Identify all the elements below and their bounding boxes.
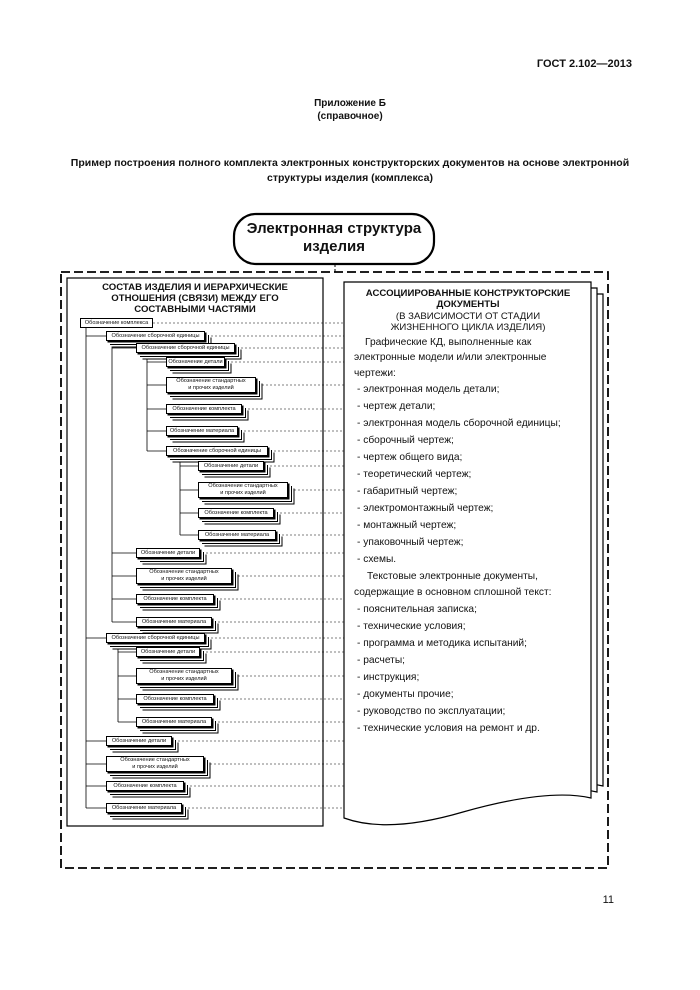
doc-text-line: Графические КД, выполненные как [365, 337, 532, 348]
structure-title-line1: Электронная структура [246, 220, 422, 237]
node-label [208, 483, 277, 496]
tree-node-material [136, 617, 212, 627]
structure-title-line2: изделия [302, 238, 366, 255]
doc-text-line: содержащие в основном сплошной текст: [354, 587, 552, 598]
doc-text-line: чертежи: [354, 368, 396, 379]
doc-list-item: - электромонтажный чертеж; [357, 503, 494, 514]
right-subtitle-line1: (В ЗАВИСИМОСТИ ОТ СТАДИИ [395, 311, 541, 322]
doc-list-item: - чертеж детали; [357, 401, 436, 412]
left-title-line3: СОСТАВНЫМИ ЧАСТЯМИ [134, 304, 256, 315]
node-label: Обозначение материала [141, 718, 207, 725]
tree-node-part [166, 357, 225, 367]
doc-list-item: - упаковочный чертеж; [357, 537, 464, 548]
doc-list-item: - документы прочие; [357, 689, 454, 700]
tree-node-material [136, 717, 212, 727]
node-label: Обозначение материала [141, 618, 207, 625]
right-panel-subtitle [346, 311, 590, 333]
tree-node-part [106, 736, 172, 746]
node-label: Обозначение комплекта [172, 405, 236, 412]
doc-list-item: - инструкция; [357, 672, 420, 683]
node-label: Обозначение сборочной единицы [111, 332, 200, 339]
tree-node-kit [106, 781, 184, 791]
doc-list-item: - программа и методика испытаний; [357, 638, 527, 649]
node-label-line2: и прочих изделий [220, 490, 266, 496]
doc-list-item: - руководство по эксплуатации; [357, 706, 506, 717]
tree-node-standard [198, 482, 288, 498]
doc-list-item: - технические условия на ремонт и др. [357, 723, 540, 734]
doc-list-item: - чертеж общего вида; [357, 452, 463, 463]
node-label: Обозначение комплекта [204, 509, 268, 516]
left-panel-title [72, 282, 318, 315]
node-label: Обозначение детали [203, 462, 259, 469]
node-label: Обозначение детали [140, 648, 196, 655]
node-label-line2: и прочих изделий [161, 576, 207, 582]
right-title-line2: ДОКУМЕНТЫ [436, 299, 500, 310]
tree-node-complex [80, 318, 153, 328]
tree-node-standard [106, 756, 204, 772]
right-title-line1: АССОЦИИРОВАННЫЕ КОНСТРУКТОРСКИЕ [365, 288, 571, 299]
doc-list-item: - габаритный чертеж; [357, 486, 458, 497]
node-label-line1: Обозначение стандартных [176, 378, 246, 385]
node-label-line2: и прочих изделий [132, 764, 178, 770]
node-label: Обозначение сборочной единицы [173, 447, 261, 454]
node-label: Обозначение комплекса [84, 319, 149, 326]
page-number: 11 [602, 894, 614, 906]
document-code: ГОСТ 2.102—2013 [536, 58, 632, 70]
appendix-subtitle: (справочное) [317, 111, 383, 122]
doc-list-item: - расчеты; [357, 655, 405, 666]
node-label [120, 757, 189, 770]
tree-node-part [136, 647, 200, 657]
node-label: Обозначение комплекта [143, 595, 207, 602]
doc-list-item: - монтажный чертеж; [357, 520, 457, 531]
node-label: Обозначение детали [140, 549, 196, 556]
node-label [149, 569, 218, 582]
tree-node-assembly [166, 446, 268, 456]
tree-node-assembly [106, 633, 205, 643]
appendix-title: Приложение Б [314, 98, 386, 109]
left-title-line2: ОТНОШЕНИЯ (СВЯЗИ) МЕЖДУ ЕГО [111, 293, 279, 304]
node-label: Обозначение материала [111, 804, 177, 811]
doc-list-item: - технические условия; [357, 621, 466, 632]
node-label: Обозначение детали [168, 358, 223, 365]
tree-node-part [136, 548, 200, 558]
page-title-line1: Пример построения полного комплекта электронных конструкторских документов на основе электронной [70, 157, 630, 169]
doc-list-item: - сборочный чертеж; [357, 435, 454, 446]
left-title-line1: СОСТАВ ИЗДЕЛИЯ И ИЕРАРХИЧЕСКИЕ [102, 282, 288, 293]
node-label: Обозначение сборочной единицы [111, 634, 200, 641]
doc-list-item: - теоретический чертеж; [357, 469, 472, 480]
tree-node-standard [166, 377, 256, 393]
node-label-line1: Обозначение стандартных [149, 669, 219, 676]
tree-node-kit [166, 404, 242, 414]
tree-node-material [106, 803, 182, 813]
tree-node-material [166, 426, 238, 436]
doc-list-item: - электронная модель детали; [357, 384, 500, 395]
node-label: Обозначение материала [169, 427, 235, 434]
tree-node-assembly [106, 331, 205, 341]
doc-text-line: Текстовые электронные документы, [367, 571, 538, 582]
tree-node-kit [136, 694, 214, 704]
node-label: Обозначение сборочной единицы [141, 344, 230, 351]
node-label: Обозначение материала [204, 531, 270, 538]
right-panel-title [346, 288, 590, 310]
tree-node-part [198, 461, 264, 471]
page-title-line2: структуры изделия (комплекса) [267, 172, 433, 184]
tree-node-material [198, 530, 276, 540]
node-label [176, 378, 245, 391]
node-label-line2: и прочих изделий [188, 385, 234, 391]
right-subtitle-line2: ЖИЗНЕННОГО ЦИКЛА ИЗДЕЛИЯ) [390, 322, 546, 333]
structure-title [234, 220, 434, 256]
doc-list-item: - электронная модель сборочной единицы; [357, 418, 561, 429]
doc-list-item: - пояснительная записка; [357, 604, 477, 615]
node-label: Обозначение комплекта [143, 695, 207, 702]
node-label-line1: Обозначение стандартных [208, 483, 278, 490]
node-label: Обозначение детали [111, 737, 167, 744]
node-label [149, 669, 218, 682]
node-label-line1: Обозначение стандартных [149, 569, 219, 576]
doc-list-item: - схемы. [357, 554, 397, 565]
doc-text-line: электронные модели и/или электронные [354, 352, 547, 363]
node-label: Обозначение комплекта [113, 782, 177, 789]
node-label-line1: Обозначение стандартных [120, 757, 190, 764]
tree-node-standard [136, 668, 232, 684]
tree-node-kit [136, 594, 214, 604]
tree-node-kit [198, 508, 274, 518]
node-label-line2: и прочих изделий [161, 676, 207, 682]
tree-node-standard [136, 568, 232, 584]
tree-node-assembly [136, 343, 235, 353]
